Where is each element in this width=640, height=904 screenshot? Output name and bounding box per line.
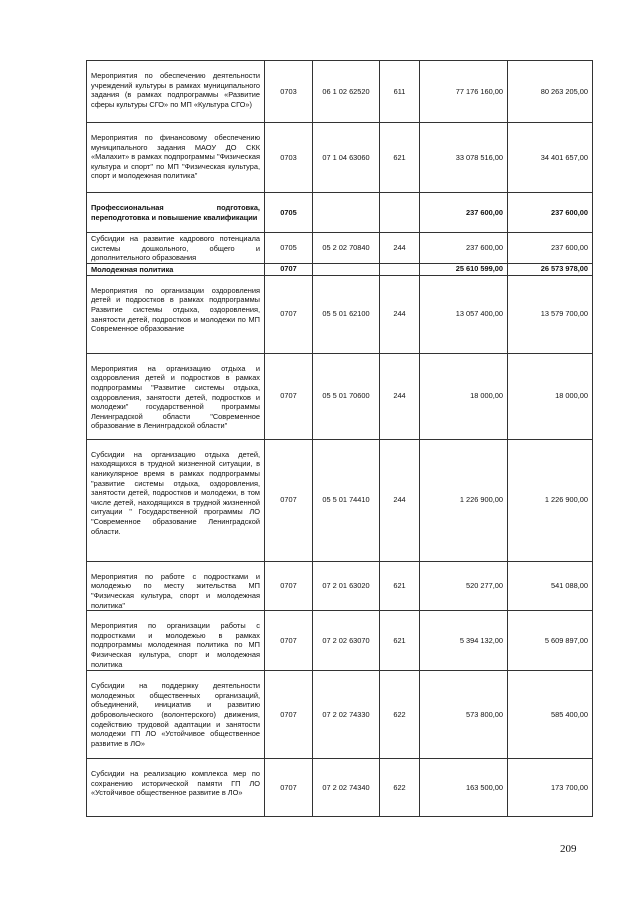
table-row [87,671,593,759]
page-number: 209 [560,843,577,855]
row-amount-year-1: 18 000,00 [420,353,508,439]
row-section-code: 0703 [265,61,313,123]
row-expense-kind [380,193,420,233]
row-target-code: 05 5 01 62100 [313,275,380,353]
table-section-row [87,193,593,233]
budget-table-container [86,60,592,817]
row-target-code [313,263,380,275]
row-amount-year-2: 80 263 205,00 [508,61,593,123]
row-amount-year-2: 237 600,00 [508,193,593,233]
row-description-text: Мероприятия на организацию отдыха и оздоровления детей и подростков в рамках подпрограммы "Развитие системы отдыха, оздоровления, занятости детей, подростков и молодежи" государственной программы Ленинградской области "Современное образование в Ленинградской области" [91,363,260,431]
table-row [87,561,593,610]
row-section-code: 0707 [265,263,313,275]
row-target-code: 07 1 04 63060 [313,123,380,193]
budget-table [86,60,593,817]
row-section-code: 0707 [265,671,313,759]
row-description [87,439,265,561]
row-description [87,561,265,610]
row-amount-year-2: 18 000,00 [508,353,593,439]
row-amount-year-1: 5 394 132,00 [420,611,508,671]
row-target-code: 07 2 01 63020 [313,561,380,610]
table-row [87,439,593,561]
row-expense-kind: 244 [380,353,420,439]
row-amount-year-1: 520 277,00 [420,561,508,610]
row-target-code: 07 2 02 74340 [313,759,380,817]
row-expense-kind [380,263,420,275]
row-amount-year-2: 34 401 657,00 [508,123,593,193]
row-expense-kind: 622 [380,671,420,759]
row-amount-year-1: 1 226 900,00 [420,439,508,561]
row-description [87,671,265,759]
row-description-text: Субсидии на организацию отдыха детей, находящихся в трудной жизненной ситуации, в каникулярное время в рамках подпрограммы "развитие системы отдыха, оздоровления, занятости детей, подростков и молодежи, в том числе детей, находящихся в трудной жизненной ситуации " Государственной программы ЛО "Современное образование Ленинградской области. [91,449,260,536]
row-expense-kind: 622 [380,759,420,817]
row-amount-year-1: 163 500,00 [420,759,508,817]
row-expense-kind: 244 [380,233,420,264]
row-section-code: 0705 [265,233,313,264]
row-description [87,61,265,123]
row-amount-year-2: 13 579 700,00 [508,275,593,353]
row-description [87,611,265,671]
row-expense-kind: 244 [380,439,420,561]
row-description-text: Субсидии на поддержку деятельности молодежных общественных организаций, объединений, инициатив и развитию добровольческого (волонтерского) движения, содействию трудовой адаптации и занятости молодежи ГП ЛО «Устойчивое общественное развитие в ЛО» [91,681,260,748]
row-description-text: Мероприятия по организации оздоровления детей и подростков в рамках подпрограммы Развитие системы отдыха, оздоровления, занятости детей, подростков и молодежи по МП Современное образование [91,285,260,334]
row-target-code: 07 2 02 63070 [313,611,380,671]
row-target-code: 07 2 02 74330 [313,671,380,759]
row-amount-year-2: 237 600,00 [508,233,593,264]
row-description-text: Субсидии на развитие кадрового потенциала системы дошкольного, общего и дополнительного образования [91,234,260,263]
row-target-code: 05 5 01 74410 [313,439,380,561]
row-section-code: 0707 [265,275,313,353]
row-amount-year-2: 26 573 978,00 [508,263,593,275]
row-description [87,759,265,817]
row-amount-year-2: 541 088,00 [508,561,593,610]
row-expense-kind: 621 [380,611,420,671]
table-row [87,233,593,264]
row-amount-year-1: 13 057 400,00 [420,275,508,353]
row-amount-year-1: 237 600,00 [420,193,508,233]
row-amount-year-1: 77 176 160,00 [420,61,508,123]
row-amount-year-2: 173 700,00 [508,759,593,817]
table-row [87,61,593,123]
row-description-text: Мероприятия по обеспечению деятельности учреждений культуры в рамках муниципального задания (в рамках подпрограммы «Развитие сферы культуры СГО» по МП «Культура СГО») [91,71,260,109]
row-description-text: Молодежная политика [91,264,174,274]
row-target-code: 05 5 01 70600 [313,353,380,439]
table-row [87,611,593,671]
table-section-row [87,263,593,275]
row-amount-year-1: 237 600,00 [420,233,508,264]
row-section-code: 0703 [265,123,313,193]
row-description-text: Мероприятия по работе с подростками и молодежью по месту жительства МП "Физическая культура, спорт и молодежная политика" [91,571,260,610]
table-row [87,353,593,439]
row-section-code: 0707 [265,561,313,610]
row-section-code: 0705 [265,193,313,233]
row-description-text: Профессиональная подготовка, переподготовка и повышение квалификации [91,203,260,222]
row-amount-year-2: 1 226 900,00 [508,439,593,561]
row-description-text: Мероприятия по финансовому обеспечению муниципального задания МАОУ ДО СКК «Малахит» в рамках подпрограммы "Физическая культура и спорт" по МП "Физическая культура, спорт и молодежная политика" [91,133,260,181]
row-expense-kind: 621 [380,561,420,610]
row-section-code: 0707 [265,611,313,671]
row-section-code: 0707 [265,353,313,439]
row-description [87,275,265,353]
row-amount-year-2: 5 609 897,00 [508,611,593,671]
row-description [87,353,265,439]
row-expense-kind: 244 [380,275,420,353]
table-row [87,275,593,353]
row-description [87,123,265,193]
row-amount-year-1: 33 078 516,00 [420,123,508,193]
row-description [87,263,265,275]
row-expense-kind: 621 [380,123,420,193]
row-description [87,193,265,233]
row-target-code: 06 1 02 62520 [313,61,380,123]
row-expense-kind: 611 [380,61,420,123]
row-section-code: 0707 [265,759,313,817]
row-section-code: 0707 [265,439,313,561]
table-row [87,123,593,193]
row-description-text: Мероприятия по организации работы с подростками и молодежью в рамках подпрограммы молодежная политика по МП Физическая культура, спорт и молодежная политика [91,621,260,669]
row-target-code [313,193,380,233]
row-amount-year-2: 585 400,00 [508,671,593,759]
row-description [87,233,265,264]
table-row [87,759,593,817]
row-description-text: Субсидии на реализацию комплекса мер по сохранению исторической памяти ГП ЛО «Устойчивое общественное развитие в ЛО» [91,769,260,798]
row-amount-year-1: 25 610 599,00 [420,263,508,275]
row-amount-year-1: 573 800,00 [420,671,508,759]
row-target-code: 05 2 02 70840 [313,233,380,264]
